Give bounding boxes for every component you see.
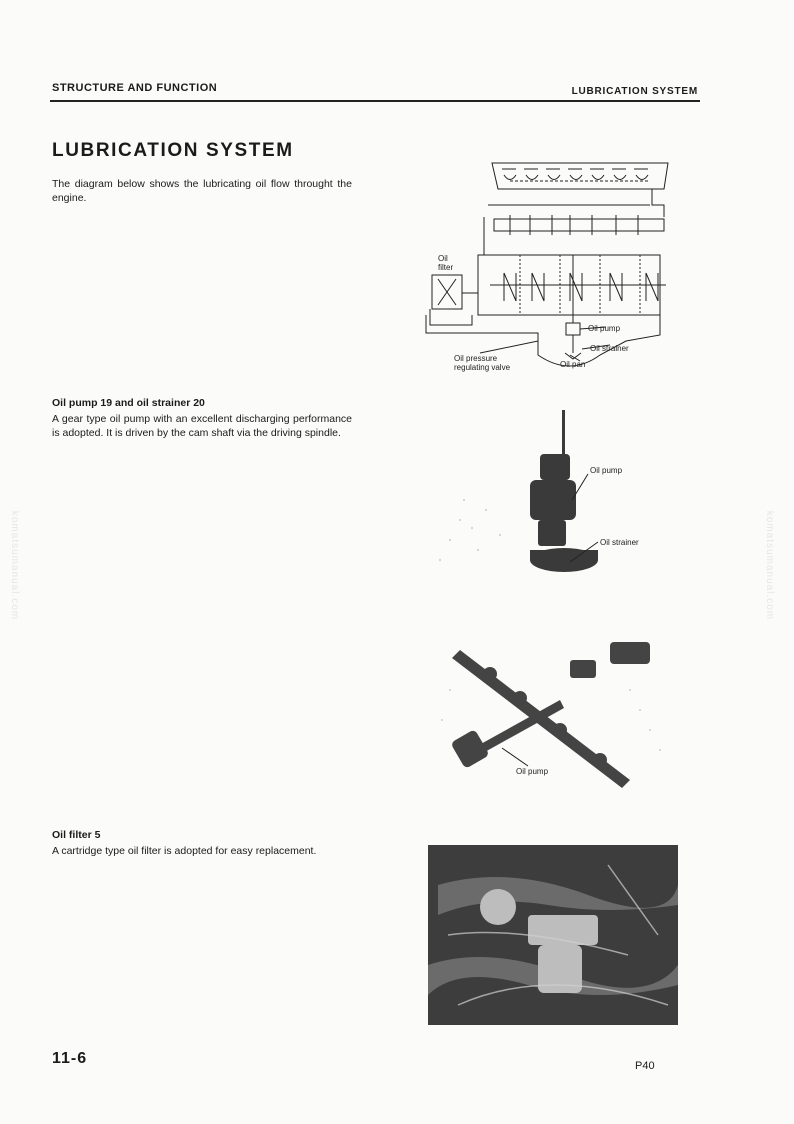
document-code: P40 (635, 1060, 655, 1072)
watermark-left: komatsumanual.com (9, 510, 21, 621)
photo-label-oil-pump-2: Oil pump (516, 767, 549, 776)
intro-paragraph: The diagram below shows the lubricating oil flow throught the engine. (52, 178, 352, 204)
photo-label-oil-pump: Oil pump (590, 466, 623, 475)
oil-filter-photo (428, 845, 678, 1025)
watermark-right: komatsumanual.com (764, 510, 776, 621)
diagram-label-oil-pressure-1: Oil pressure (454, 354, 498, 363)
diagram-label-oil-pump: Oil pump (588, 324, 621, 333)
diagram-label-oil-filter-2: filter (438, 263, 454, 272)
camshaft-oil-pump-photo (430, 630, 680, 795)
oil-pump-heading: Oil pump 19 and oil strainer 20 (52, 397, 205, 409)
diagram-label-oil-pressure-2: regulating valve (454, 363, 511, 372)
header-topic-label: LUBRICATION SYSTEM (571, 86, 698, 97)
lubrication-diagram (420, 155, 676, 377)
diagram-label-oil-strainer: Oil strainer (590, 344, 629, 353)
photo-label-oil-strainer: Oil strainer (600, 538, 639, 547)
page-number: 11-6 (52, 1050, 88, 1067)
oil-filter-paragraph: A cartridge type oil filter is adopted for easy replacement. (52, 845, 317, 857)
oil-filter-heading: Oil filter 5 (52, 829, 101, 841)
oil-pump-photo (420, 400, 670, 590)
diagram-label-oil-pan: Oil pan (560, 360, 586, 369)
header-section-label: STRUCTURE AND FUNCTION (52, 82, 218, 94)
page-title: LUBRICATION SYSTEM (52, 140, 294, 161)
header-divider (50, 100, 700, 102)
oil-pump-paragraph: A gear type oil pump with an excellent discharging performance is adopted. It is driven by the cam shaft via the driving spindle. (52, 413, 352, 439)
diagram-label-oil-filter-1: Oil (438, 254, 448, 263)
